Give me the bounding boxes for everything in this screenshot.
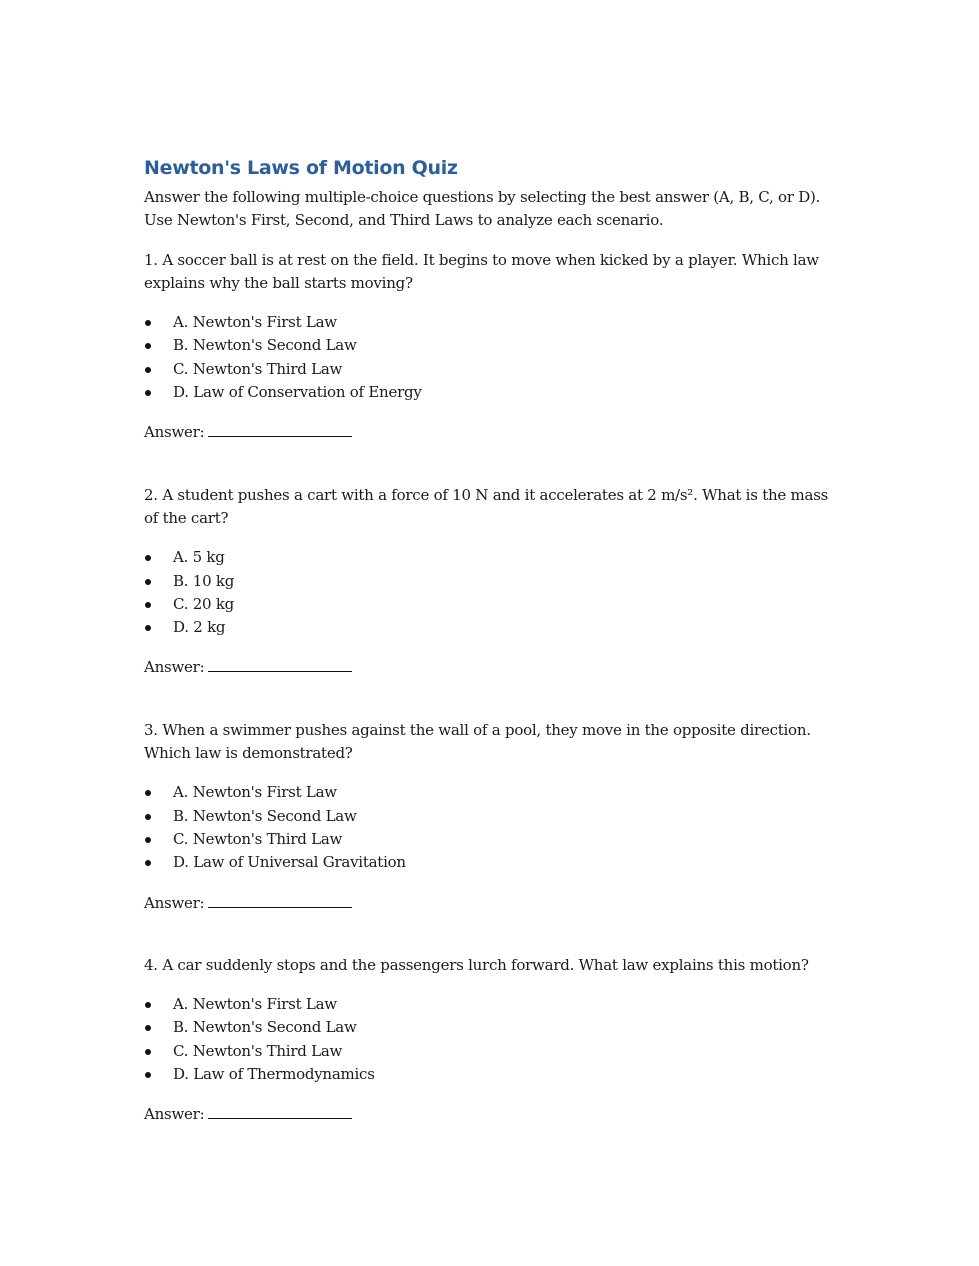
option-item [144,546,834,569]
bullet-icon [145,579,151,585]
answer-blank-field[interactable] [208,1102,352,1119]
question-text: 3. When a swimmer pushes against the wall of a pool, they move in the opposite direction. Which law is demonstrated? [144,720,811,763]
bullet-icon [145,367,151,373]
option-label: A. Newton's First Law [173,783,337,802]
option-item [144,334,834,357]
answer-row [144,420,834,444]
option-item [144,381,834,404]
option-list [144,311,834,404]
option-list [144,993,834,1086]
bullet-icon [145,343,151,349]
option-label: D. Law of Universal Gravitation [173,853,406,872]
option-label: C. Newton's Third Law [173,829,343,848]
question-text: 1. A soccer ball is at rest on the field. It begins to move when kicked by a player. Which law explains why the ball starts moving? [144,250,819,292]
option-label: B. Newton's Second Law [173,336,357,355]
question-block [144,954,834,1127]
option-label: B. Newton's Second Law [173,806,357,825]
question-block [144,719,834,915]
bullet-icon [145,555,151,561]
question-list [144,249,834,1127]
question-block [144,484,834,680]
answer-row [144,1102,834,1126]
bullet-icon [145,1072,151,1078]
bullet-icon [145,1025,151,1031]
answer-blank-field[interactable] [208,420,352,437]
bullet-icon [145,814,151,820]
bullet-icon [145,1002,151,1008]
answer-blank-field[interactable] [208,891,352,908]
option-label: D. Law of Thermodynamics [173,1065,375,1084]
option-label: A. 5 kg [173,548,225,567]
option-label: A. Newton's First Law [173,313,337,332]
option-label: B. 10 kg [173,571,235,590]
option-list [144,546,834,639]
question-text: 2. A student pushes a cart with a force of 10 N and it accelerates at 2 m/s². What is the mass of the cart? [144,485,829,527]
bullet-icon [145,602,151,608]
answer-label: Answer: [144,423,205,442]
option-label: D. Law of Conservation of Energy [173,383,422,402]
answer-row [144,891,834,915]
answer-blank-field[interactable] [208,655,352,672]
bullet-icon [145,837,151,843]
option-item [144,805,834,828]
bullet-icon [145,860,151,866]
answer-label: Answer: [144,658,205,677]
option-item [144,1040,834,1063]
option-item [144,616,834,639]
option-item [144,570,834,593]
option-label: C. 20 kg [173,594,235,613]
option-item [144,828,834,851]
option-label: C. Newton's Third Law [173,359,343,378]
answer-label: Answer: [144,893,205,912]
bullet-icon [145,320,151,326]
option-item [144,1016,834,1039]
option-item [144,851,834,874]
option-label: B. Newton's Second Law [173,1018,357,1037]
option-item [144,358,834,381]
option-item [144,593,834,616]
document-page [144,154,834,1166]
question-block [144,249,834,445]
bullet-icon [145,790,151,796]
answer-label: Answer: [144,1105,205,1124]
option-list [144,781,834,874]
question-text: 4. A car suddenly stops and the passengers lurch forward. What law explains this motion? [144,955,809,974]
bullet-icon [145,390,151,396]
option-item [144,1063,834,1086]
instructions: Answer the following multiple-choice questions by selecting the best answer (A, B, C, or D). Use Newton's First, Second, and Third Laws to analyze each scenario. [144,188,821,230]
option-item [144,993,834,1016]
bullet-icon [145,625,151,631]
option-item [144,311,834,334]
option-item [144,781,834,804]
answer-row [144,655,834,679]
option-label: D. 2 kg [173,618,226,637]
bullet-icon [145,1049,151,1055]
option-label: A. Newton's First Law [173,995,337,1014]
option-label: C. Newton's Third Law [173,1041,343,1060]
page-title: Newton's Laws of Motion Quiz [144,157,458,179]
